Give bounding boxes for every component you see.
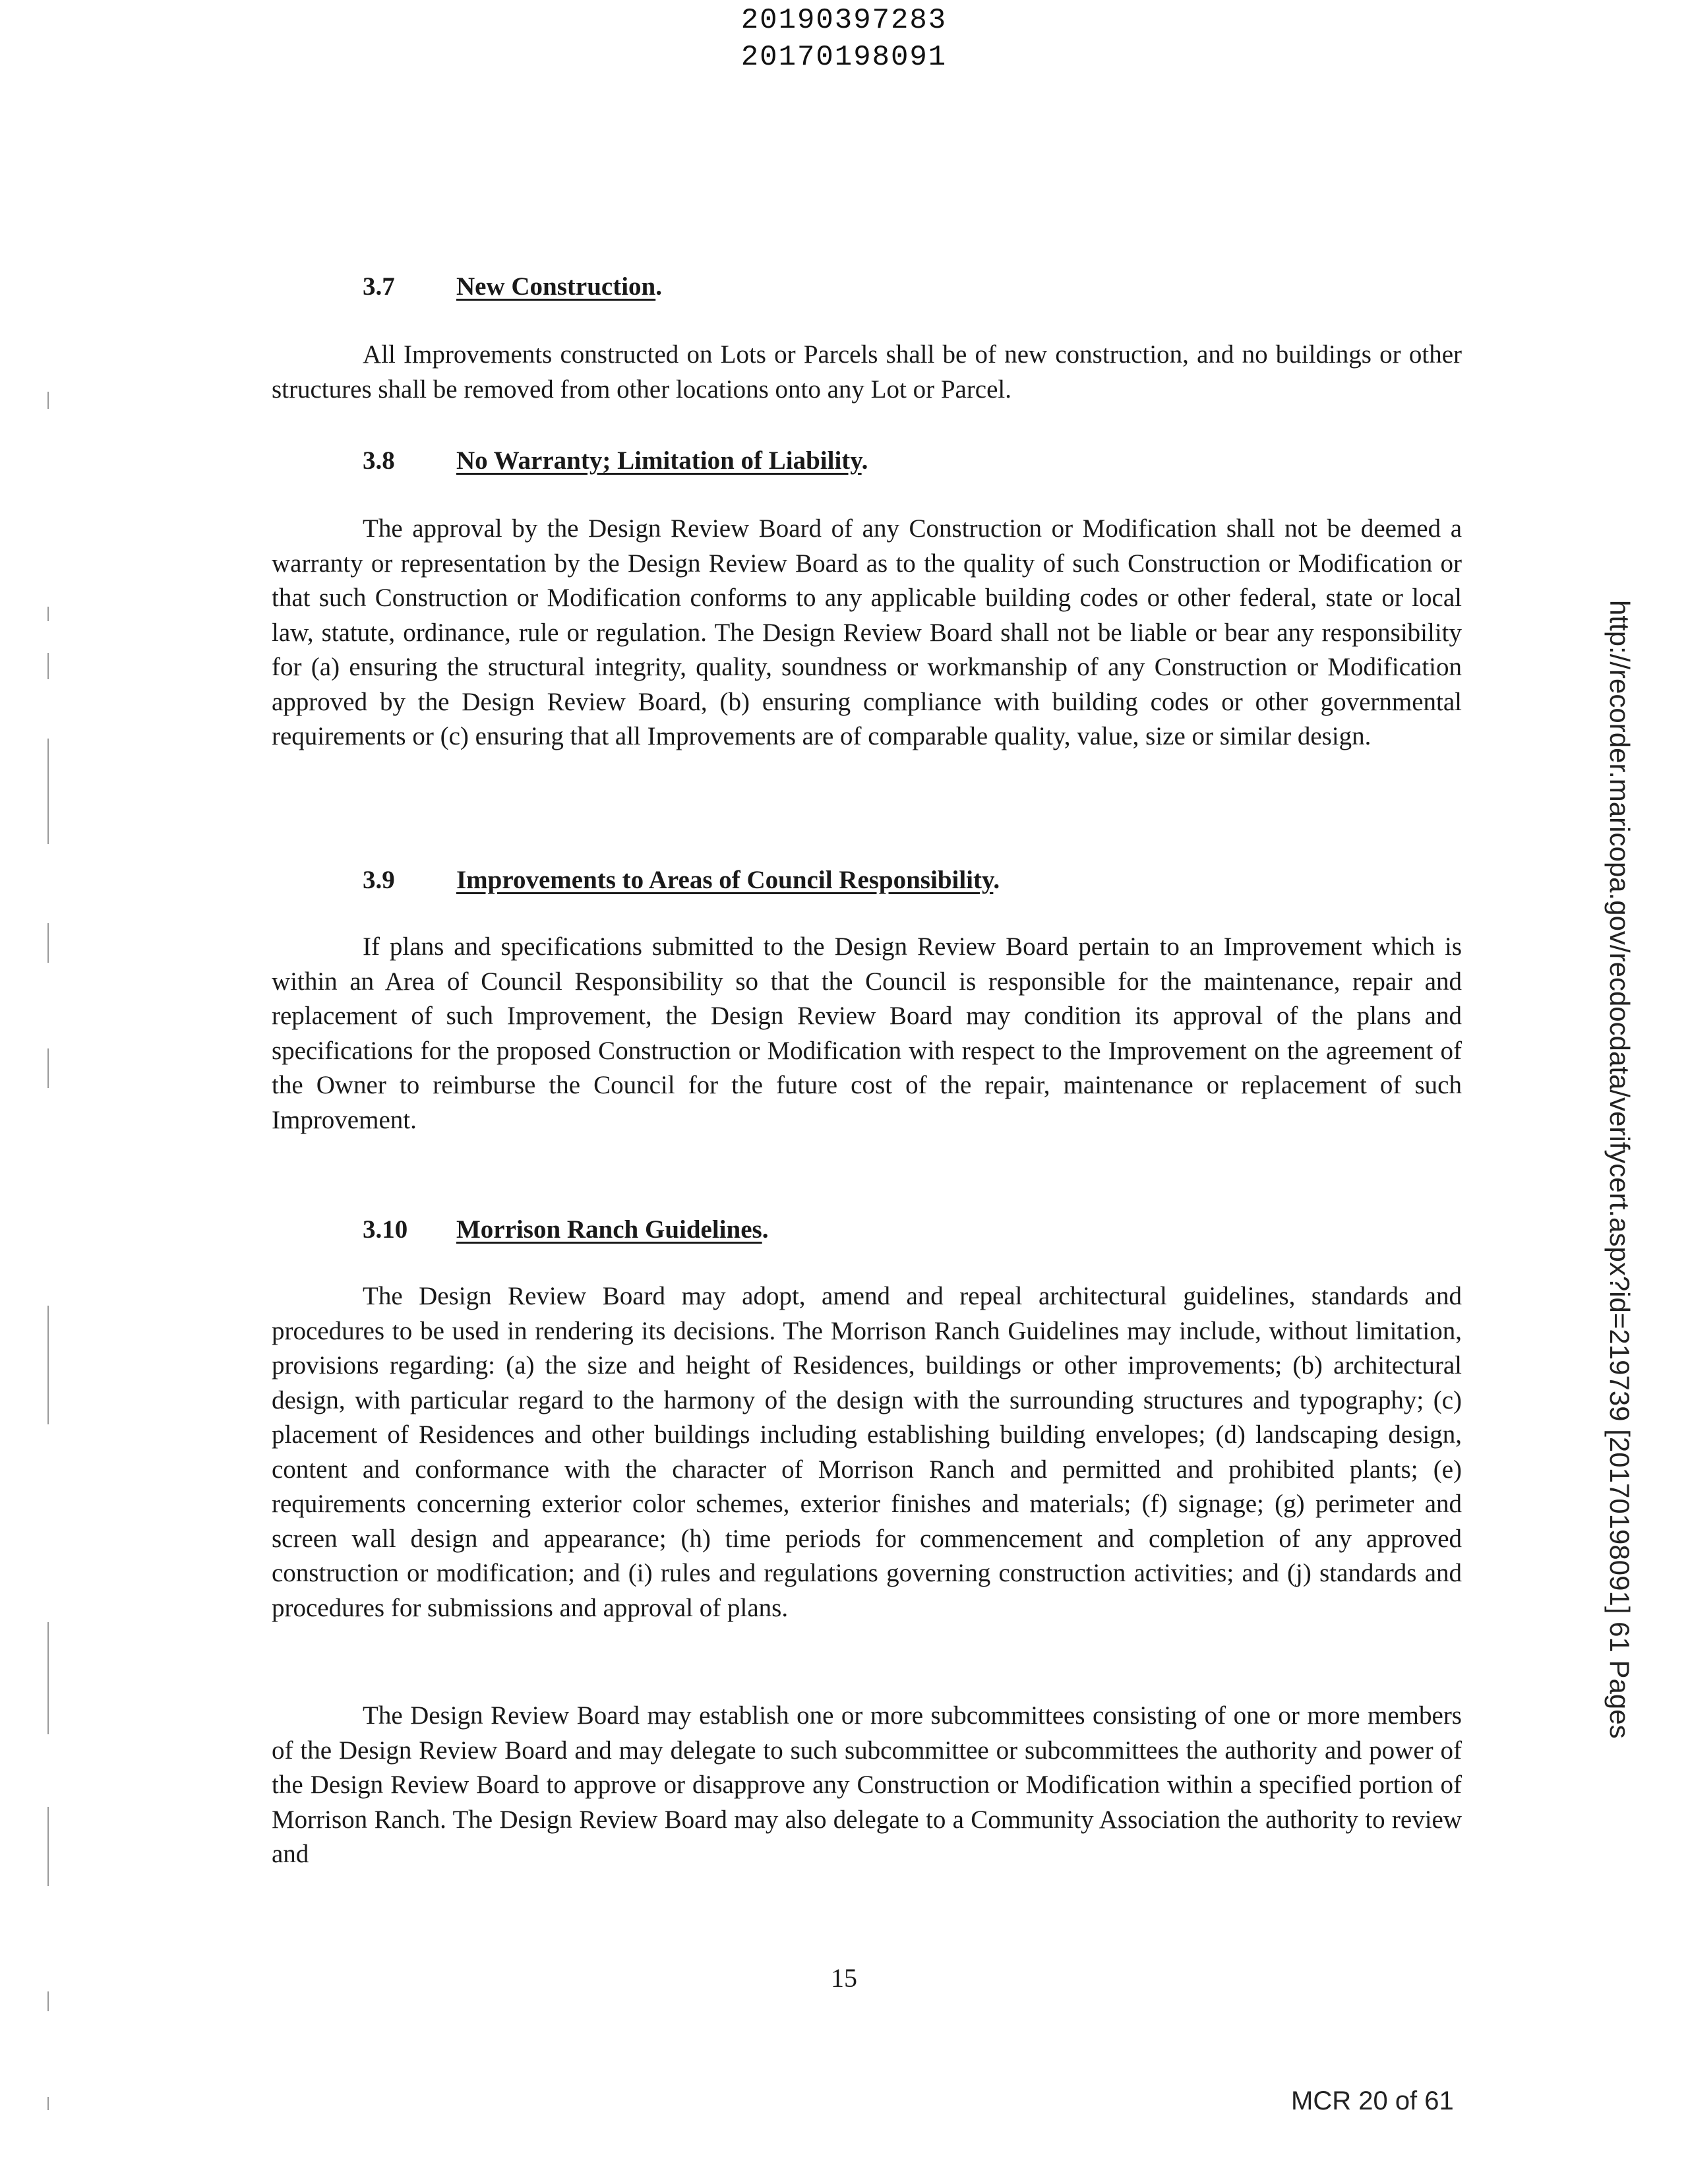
scan-artifact bbox=[47, 1991, 49, 2011]
scan-artifact bbox=[47, 739, 49, 844]
scan-artifact bbox=[47, 923, 49, 963]
section-heading-3-10: 3.10 Morrison Ranch Guidelines. bbox=[363, 1215, 769, 1244]
scan-artifact bbox=[47, 1306, 49, 1424]
page-number: 15 bbox=[831, 1963, 857, 1993]
section-3-10-paragraph-2: The Design Review Board may establish one or more subcommittees consisting of one or more members of the Design Review Board and may delegate to such subcommittee or subcommittees the authority and power of the Design Review Board to approve or disapprove any Construction or Modification within a specified portion of Morrison Ranch. The Design Review Board may also delegate to a Community Association the authority to review and bbox=[272, 1701, 1462, 1868]
section-3-10-paragraph-1: The Design Review Board may adopt, amend and repeal architectural guidelines, standards and procedures to be used in rendering its decisions. The Morrison Ranch Guidelines may include, without limitation, provisions regarding: (a) the size and height of Residences, buildings or other improvements; (b) architectural design, with particular regard to the harmony of the design with the surrounding structures and typography; (c) placement of Residences and other buildings including establishing building envelopes; (d) landscaping design, content and conformance with the character of Morrison Ranch and permitted and prohibited plants; (e) requirements concerning exterior color schemes, exterior finishes and materials; (f) signage; (g) perimeter and screen wall design and appearance; (h) time periods for commencement and completion of any approved construction or modification; and (i) rules and regulations governing construction activities; and (j) standards and procedures for submissions and approval of plans. bbox=[272, 1282, 1462, 1622]
scan-artifact bbox=[47, 1622, 49, 1734]
section-3-8-paragraph: The approval by the Design Review Board of any Construction or Modification shall not be deemed a warranty or representation by the Design Review Board as to the quality of such Construction or Modification or that such Construction or Modification conforms to any applicable building codes or other federal, state or local law, statute, ordinance, rule or regulation. The Design Review Board shall not be liable or bear any responsibility for (a) ensuring the structural integrity, quality, soundness or workmanship of any Construction or Modification approved by the Design Review Board, (b) ensuring compliance with building codes or other governmental requirements or (c) ensuring that all Improvements are of comparable quality, value, size or similar design. bbox=[272, 514, 1462, 750]
section-number: 3.10 bbox=[363, 1215, 408, 1244]
section-3-7-paragraph: All Improvements constructed on Lots or Parcels shall be of new construction, and no buildings or other structures shall be removed from other locations onto any Lot or Parcel. bbox=[272, 340, 1462, 404]
scan-artifact bbox=[47, 1048, 49, 1088]
section-heading-3-9: 3.9 Improvements to Areas of Council Responsibility. bbox=[363, 866, 1000, 894]
scan-artifact bbox=[47, 392, 49, 409]
scan-artifact bbox=[47, 653, 49, 679]
section-number: 3.9 bbox=[363, 866, 395, 894]
section-number: 3.8 bbox=[363, 446, 395, 475]
scan-artifact bbox=[47, 2097, 49, 2110]
recording-number-secondary: 20170198091 bbox=[740, 41, 948, 74]
section-3-9-paragraph: If plans and specifications submitted to the Design Review Board pertain to an Improvement which is within an Area of Council Responsibility so that the Council is responsible for the maintenance, repair and replacement of such Improvement, the Design Review Board may condition its approval of the plans and specifications for the proposed Construction or Modification with respect to the Improvement on the agreement of the Owner to reimburse the Council for the future cost of the repair, maintenance or replacement of such Improvement. bbox=[272, 932, 1462, 1134]
section-heading-3-7: 3.7 New Construction. bbox=[363, 272, 662, 301]
section-title: Morrison Ranch Guidelines bbox=[456, 1215, 762, 1244]
scan-artifact bbox=[47, 1807, 49, 1886]
recorder-verification-stamp: http://recorder.maricopa.gov/recdocdata/verifycert.aspx?id=219739 [20170198091] 61 Pages bbox=[1604, 600, 1635, 1739]
recording-number-primary: 20190397283 bbox=[740, 4, 948, 37]
scan-artifact bbox=[47, 607, 49, 621]
section-number: 3.7 bbox=[363, 272, 395, 301]
section-title: No Warranty; Limitation of Liability bbox=[456, 446, 862, 475]
section-title: New Construction bbox=[456, 272, 656, 301]
mcr-page-indicator: MCR 20 of 61 bbox=[1291, 2086, 1454, 2115]
section-title: Improvements to Areas of Council Responsibility bbox=[456, 866, 994, 894]
section-heading-3-8: 3.8 No Warranty; Limitation of Liability. bbox=[363, 446, 868, 475]
